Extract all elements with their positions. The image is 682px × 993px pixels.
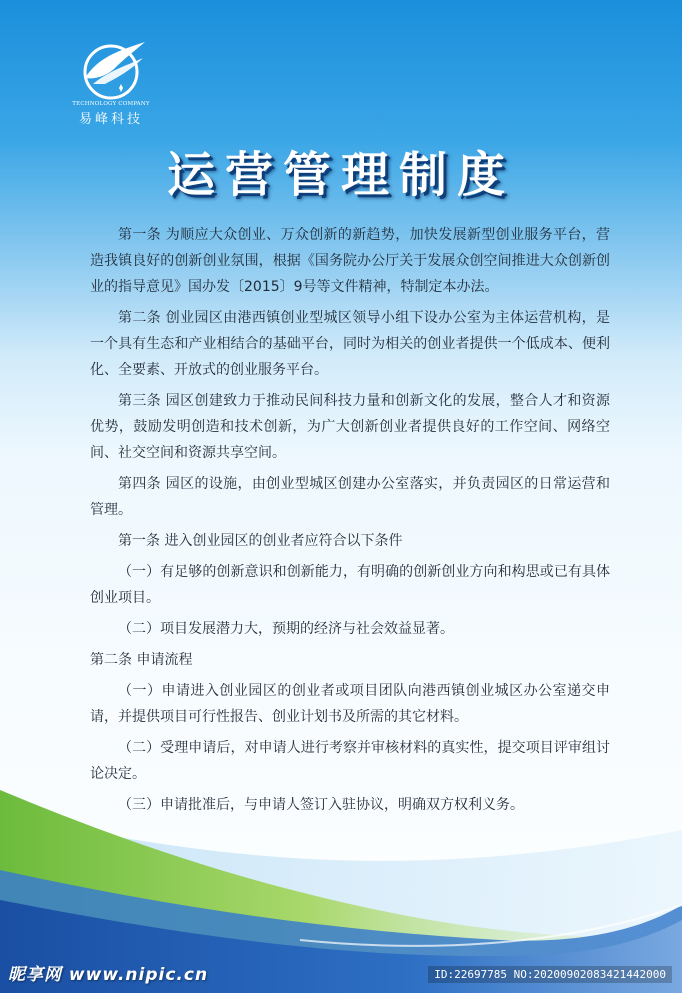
paragraph: （一）有足够的创新意识和创新能力，有明确的创新创业方向和构思或已有具体创业项目。 [90, 564, 610, 606]
paragraph: （三）申请批准后，与申请人签订入驻协议，明确双方权利义务。 [118, 797, 524, 813]
paragraph: （二）项目发展潜力大，预期的经济与社会效益显著。 [118, 621, 454, 637]
logo-chinese-name: 易峰科技 [78, 112, 143, 127]
paragraph: 第三条 园区创建致力于推动民间科技力量和创新文化的发展，整合人才和资源优势，鼓励发明创造和技术创新，为广大创新创业者提供良好的工作空间、网络空间、社交空间和资源共享空间。 [90, 393, 610, 461]
paragraph: 第二条 创业园区由港西镇创业型城区领导小组下设办公室为主体运营机构，是一个具有生态和产业相结合的基础平台，同时为相关的创业者提供一个低成本、便利化、全要素、开放式的创业服务平台。 [90, 310, 610, 378]
paragraph: （二）受理申请后，对申请人进行考察并审核材料的真实性，提交项目评审组讨论决定。 [90, 740, 610, 782]
paragraph: 第四条 园区的设施，由创业型城区创建办公室落实，并负责园区的日常运营和管理。 [90, 476, 610, 518]
company-logo [66, 38, 156, 127]
regulation-text [90, 222, 610, 823]
logo-english-name: TECHNOLOGY COMPANY [72, 101, 150, 107]
watermark-site: 昵享网 www.nipic.cn [8, 965, 209, 985]
paragraph: 第二条 申请流程 [90, 652, 193, 668]
watermark-id: ID:22697785 NO:20200902083421442000 [428, 966, 672, 983]
page-title: 运营管理制度 [166, 147, 515, 203]
paragraph: （一）申请进入创业园区的创业者或项目团队向港西镇创业城区办公室递交申请，并提供项目可行性报告、创业计划书及所需的其它材料。 [90, 683, 610, 725]
paragraph: 第一条 为顺应大众创业、万众创新的新趋势，加快发展新型创业服务平台，营造我镇良好的创新创业氛围，根据《国务院办公厅关于发展众创空间推进大众创新创业的指导意见》国办发〔2015〕9号等文件精神，特制定本办法。 [90, 227, 610, 295]
wing-logo-icon [75, 38, 147, 100]
paragraph: 第一条 进入创业园区的创业者应符合以下条件 [118, 533, 403, 549]
